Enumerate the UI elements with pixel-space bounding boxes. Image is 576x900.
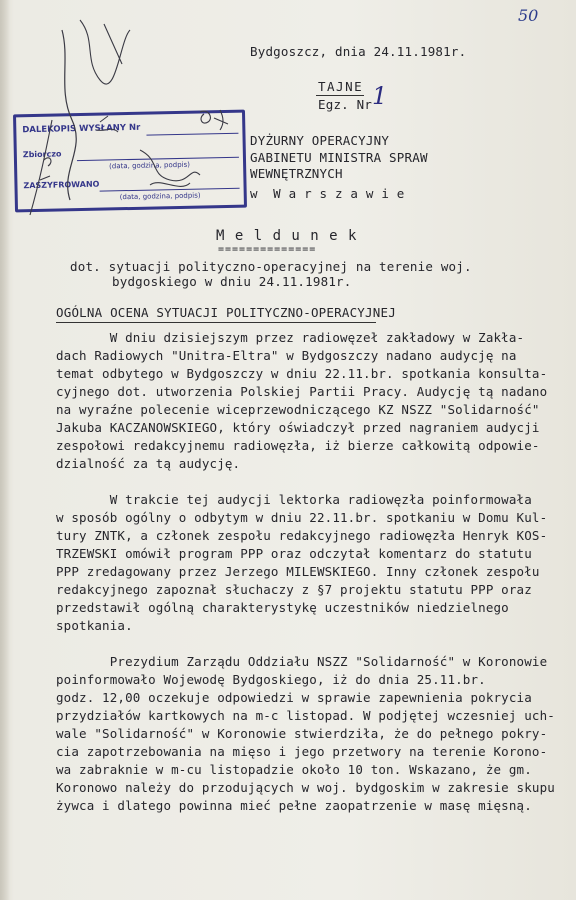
body-line: Jakuba KACZANOWSKIEGO, który oświadczył przed nagraniem audycji — [56, 420, 540, 435]
body-line: przydziałów kartkowych na m-c listopad. W podjętej wczesniej uch- — [56, 708, 555, 723]
stamp-hint: (data, godzina, podpis) — [109, 160, 191, 171]
body-line: dach Radiowych "Unitra-Eltra" w Bydgoszczy nadano audycję na — [56, 348, 517, 363]
body-line: wa zabraknie w m-cu listopadzie około 10 ton. Wskazano, że gm. — [56, 762, 532, 777]
stamp-hint: (data, godzina, podpis) — [119, 191, 201, 202]
body-line: godz. 12,00 oczekuje odpowiedzi w sprawie zapewnienia pokrycia — [56, 690, 532, 705]
body-line: zespołowi redakcyjnemu radiowęzła, iż bierze całkowitą odpowie- — [56, 438, 540, 453]
classification-label: TAJNE — [318, 79, 364, 94]
stamp-line: Zbiorczo — [22, 149, 62, 160]
body-line: dzialność za tą audycję. — [56, 456, 241, 471]
title-double-underline: ============== — [218, 244, 317, 255]
body-line: W trakcie tej audycji lektorka radiowęzła poinformowała — [56, 492, 532, 507]
body-line: wale "Solidarność" w Koronowie stwierdziła, że do pełnego pokry- — [56, 726, 548, 741]
subject-line: bydgoskiego w dniu 24.11.1981r. — [112, 274, 352, 289]
copy-number: 1 — [372, 82, 388, 110]
addressee-line: w W a r s z a w i e — [250, 186, 405, 201]
body-line: TRZEWSKI omówił program PPP oraz odczytał komentarz do statutu — [56, 546, 532, 561]
body-line: spotkania. — [56, 618, 133, 633]
addressee-line: WEWNĘTRZNYCH — [250, 166, 343, 181]
addressee-line: GABINETU MINISTRA SPRAW — [250, 150, 428, 165]
body-line: redakcyjnego zapoznał słuchaczy z §7 projektu statutu PPP oraz — [56, 582, 532, 597]
body-line: Koronowo należy do przodujących w woj. bydgoskim w zakresie skupu — [56, 780, 555, 795]
page-number: 50 — [518, 6, 539, 25]
stamp-line: DALEKOPIS WYSŁANY Nr — [22, 122, 141, 136]
body-line: cyjnego dot. utworzenia Polskiej Partii Pracy. Audycję tą nadano — [56, 384, 548, 399]
stamp-line: ZASZYFROWANO — [23, 179, 100, 191]
body-line: temat odbytego w Bydgoszczy w dniu 22.11.br. spotkania konsulta- — [56, 366, 548, 381]
body-line: W dniu dzisiejszym przez radiowęzeł zakładowy w Zakła- — [56, 330, 525, 345]
addressee-line: DYŻURNY OPERACYJNY — [250, 133, 390, 148]
body-line: cia zapotrzebowania na mięso i jego przetwory na terenie Korono- — [56, 744, 548, 759]
body-line: żywca i dlatego powinna mieć pełne zaopatrzenie w masę mięsną. — [56, 798, 532, 813]
section-heading-underline — [56, 322, 376, 323]
subject-line: dot. sytuacji polityczno-operacyjnej na terenie woj. — [70, 259, 472, 274]
body-line: przedstawił ogólną charakterystykę uczestników niedzielnego — [56, 600, 509, 615]
copy-label: Egz. Nr — [318, 97, 373, 112]
body-line: na wyraźne polecenie wiceprzewodniczącego KZ NSZZ "Solidarność" — [56, 402, 540, 417]
body-line: tury ZNTK, a członek zespołu redakcyjnego radiowęzła Henryk KOS- — [56, 528, 548, 543]
section-heading: OGÓLNA OCENA SYTUACJI POLITYCZNO-OPERACYJNEJ — [56, 305, 396, 320]
body-line: PPP zredagowany przez Jerzego MILEWSKIEGO. Inny członek zespołu — [56, 564, 540, 579]
body-line: Prezydium Zarządu Oddziału NSZZ "Solidarność" w Koronowie — [56, 654, 548, 669]
body-line: w sposób ogólny o odbytym w dniu 22.11.br. spotkaniu w Domu Kul- — [56, 510, 548, 525]
body-line: poinformowało Wojewodę Bydgoskiego, iż do dnia 25.11.br. — [56, 672, 486, 687]
place-date: Bydgoszcz, dnia 24.11.1981r. — [250, 44, 467, 59]
document-title: M e l d u n e k — [216, 228, 358, 244]
